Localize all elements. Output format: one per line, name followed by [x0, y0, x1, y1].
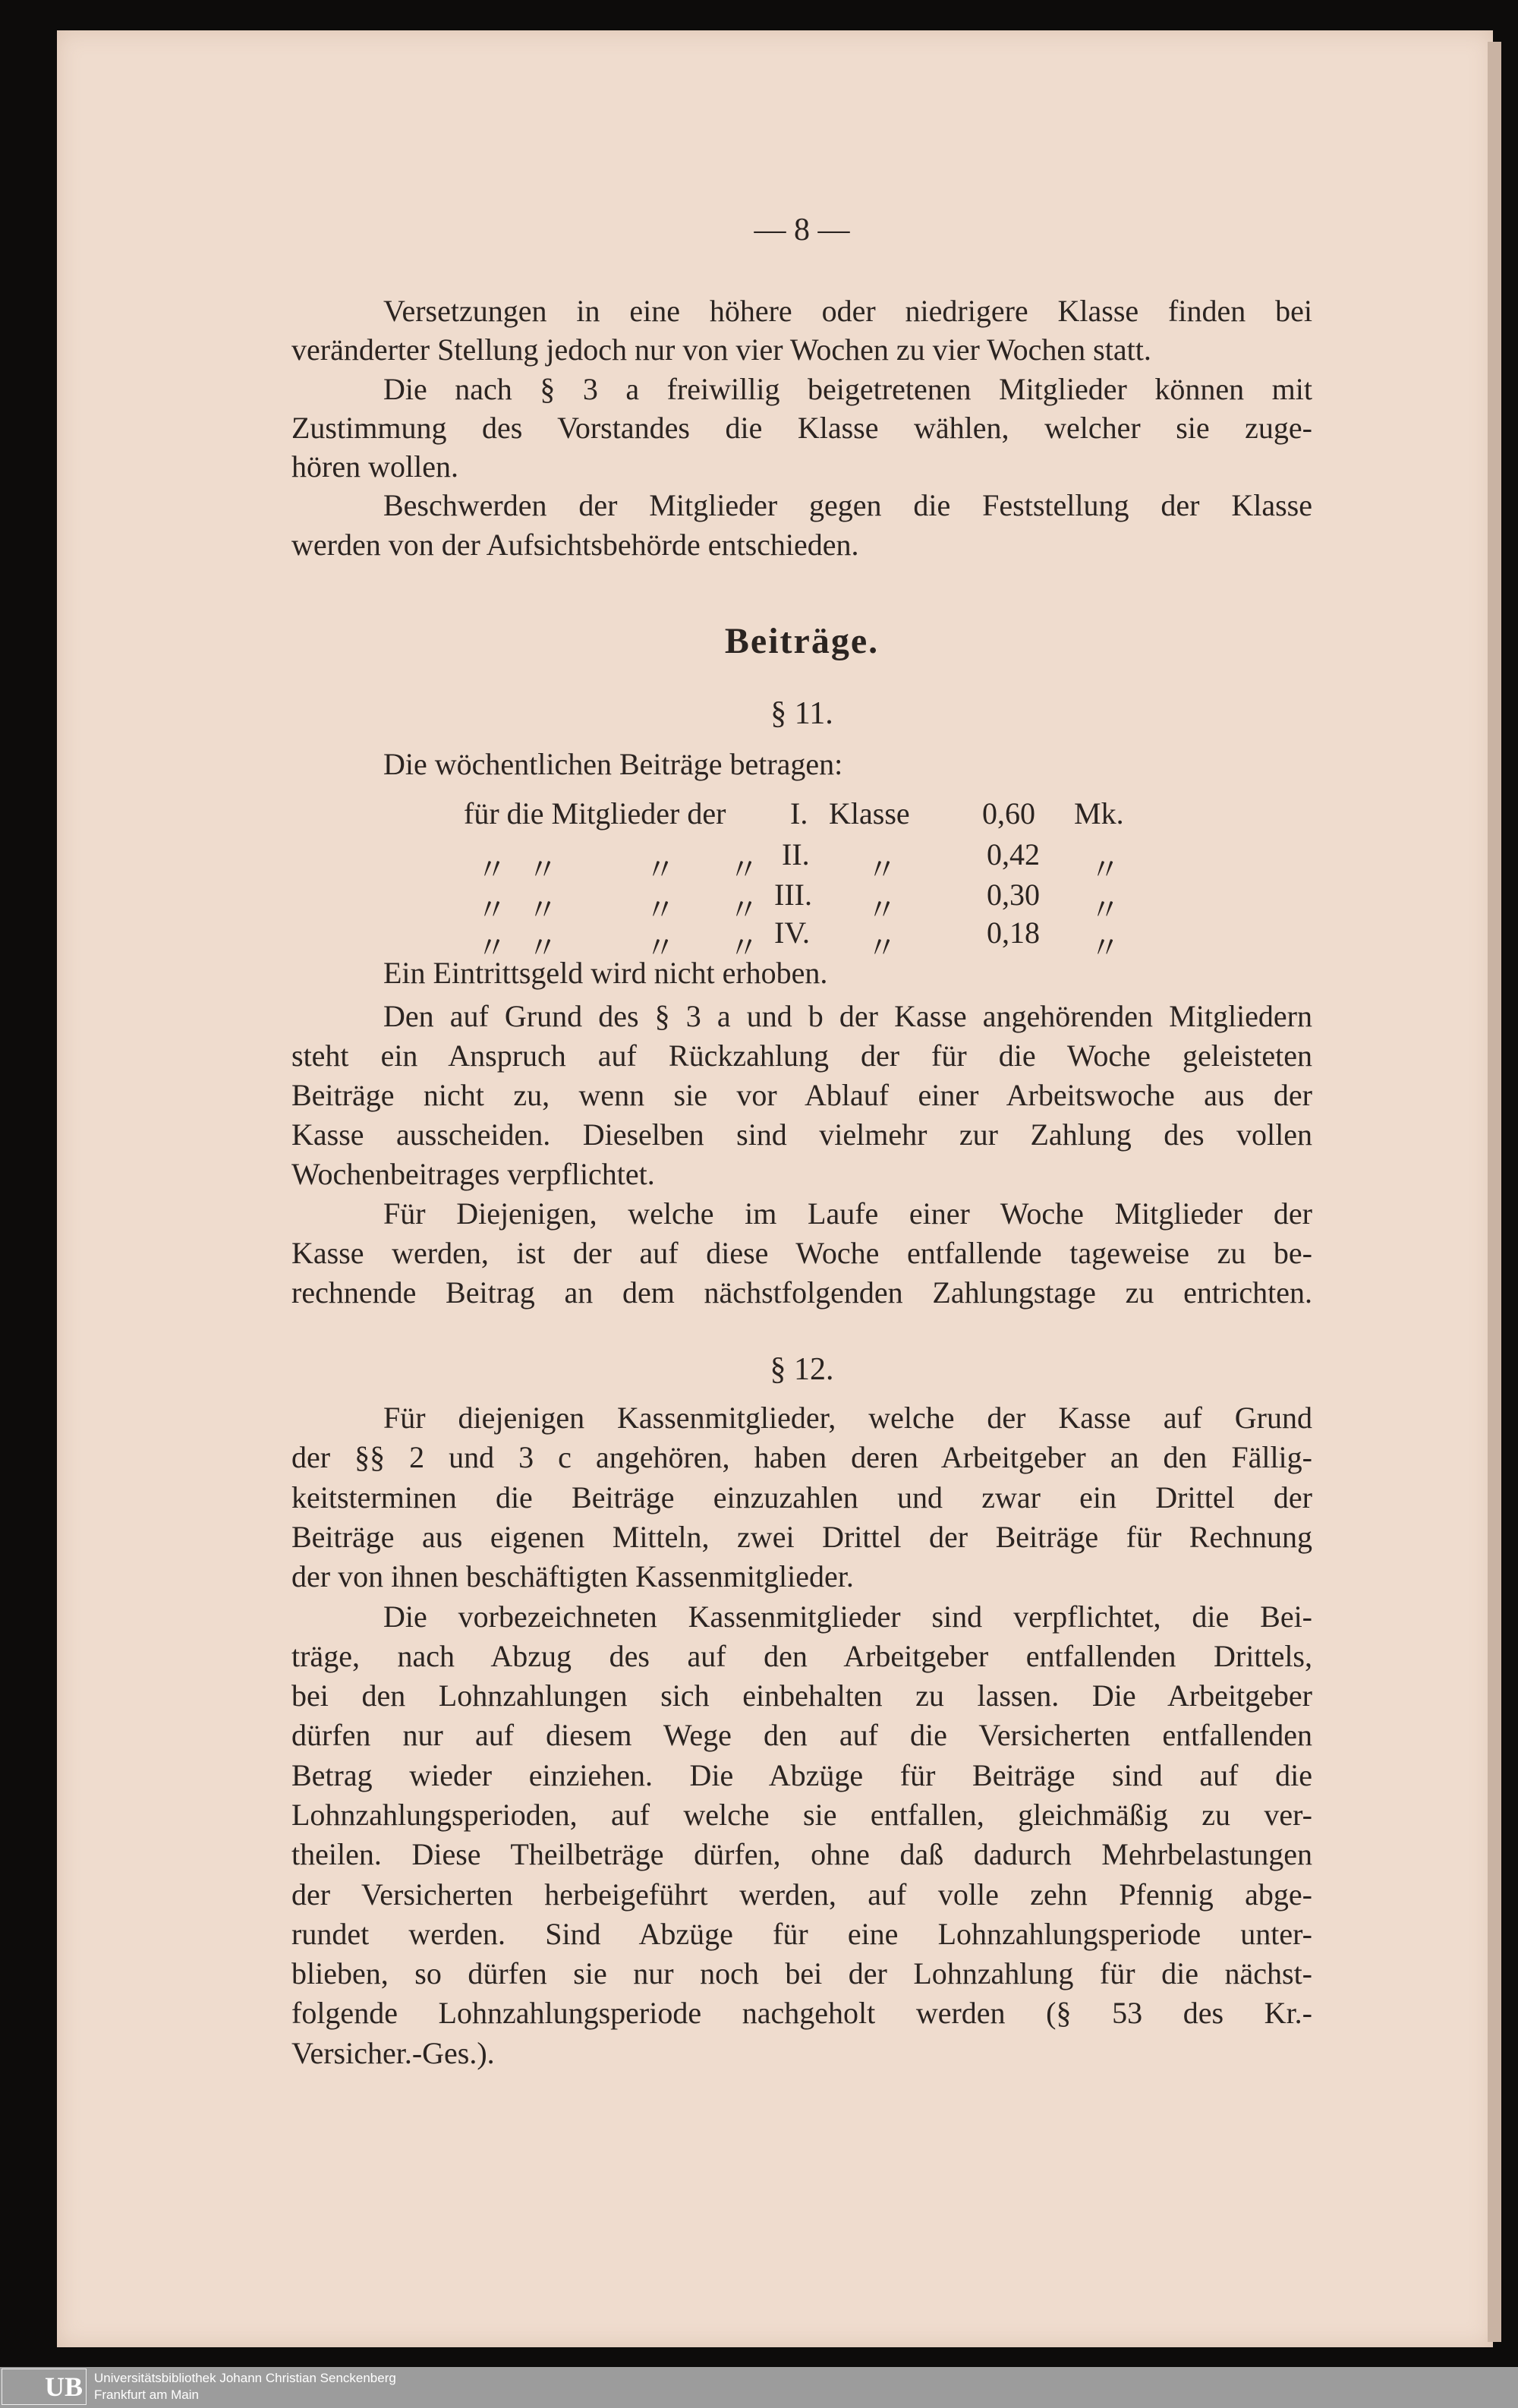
table-amount: 0,60: [982, 796, 1035, 831]
text-line: Beiträge nicht zu, wenn sie vor Ablauf einer Arbeitswoche aus der: [291, 1078, 1312, 1112]
text-line: keitsterminen die Beiträge einzuzahlen und zwar ein Drittel der: [291, 1480, 1312, 1514]
ditto-mark: 〃: [477, 931, 507, 965]
library-location: Frankfurt am Main: [94, 2388, 199, 2402]
text-line: Die wöchentlichen Beiträge betragen:: [383, 747, 843, 781]
ditto-mark: 〃: [477, 853, 507, 887]
ditto-mark: 〃: [729, 853, 759, 887]
text-line: der §§ 2 und 3 c angehören, haben deren Arbeitgeber an den Fällig-: [291, 1440, 1312, 1474]
text-line: bei den Lohnzahlungen sich einbehalten zu lassen. Die Arbeitgeber: [291, 1678, 1312, 1713]
ditto-mark: 〃: [867, 853, 897, 887]
text-line: dürfen nur auf diesem Wege den auf die Versicherten entfallenden: [291, 1718, 1312, 1752]
table-class-word: Klasse: [829, 796, 910, 831]
text-line: rundet werden. Sind Abzüge für eine Lohnzahlungsperiode unter-: [291, 1917, 1312, 1951]
text-line: veränderter Stellung jedoch nur von vier Wochen zu vier Wochen statt.: [291, 333, 1151, 367]
text-line: Die nach § 3 a freiwillig beigetretenen Mitglieder können mit: [383, 372, 1312, 406]
ditto-mark: 〃: [729, 931, 759, 965]
text-line: Den auf Grund des § 3 a und b der Kasse angehörenden Mitgliedern: [383, 999, 1312, 1033]
ditto-mark: 〃: [528, 931, 558, 965]
table-class: I.: [790, 796, 808, 831]
text-line: Wochenbeitrages verpflichtet.: [291, 1157, 655, 1191]
table-prefix: für die Mitglieder der: [464, 796, 726, 831]
text-line: Kasse werden, ist der auf diese Woche entfallende tageweise zu be-: [291, 1236, 1312, 1270]
text-line: theilen. Diese Theilbeträge dürfen, ohne daß dadurch Mehrbelastungen: [291, 1837, 1312, 1871]
text-line: der von ihnen beschäftigten Kassenmitglieder.: [291, 1559, 854, 1593]
ditto-mark: 〃: [729, 893, 759, 927]
ditto-mark: 〃: [1090, 853, 1120, 887]
text-line: Kasse ausscheiden. Dieselben sind vielmehr zur Zahlung des vollen: [291, 1117, 1312, 1152]
text-line: Lohnzahlungsperioden, auf welche sie entfallen, gleichmäßig zu ver-: [291, 1798, 1312, 1832]
text-line: werden von der Aufsichtsbehörde entschieden.: [291, 528, 859, 562]
text-line: träge, nach Abzug des auf den Arbeitgeber entfallenden Drittels,: [291, 1639, 1312, 1673]
table-amount: 0,18: [987, 916, 1040, 950]
ditto-mark: 〃: [528, 853, 558, 887]
ditto-mark: 〃: [645, 893, 676, 927]
library-footer: [0, 2367, 1518, 2408]
text-line: hören wollen.: [291, 449, 458, 484]
ditto-mark: 〃: [867, 931, 897, 965]
text-line: rechnende Beitrag an dem nächstfolgenden Zahlungstage zu entrichten.: [291, 1275, 1312, 1310]
text-line: Für Diejenigen, welche im Laufe einer Woche Mitglieder der: [383, 1196, 1312, 1231]
ditto-mark: 〃: [1090, 893, 1120, 927]
page-edge: [1488, 42, 1501, 2342]
text-line: Versicher.-Ges.).: [291, 2036, 495, 2070]
ditto-mark: 〃: [645, 853, 676, 887]
table-amount: 0,30: [987, 878, 1040, 912]
ditto-mark: 〃: [867, 893, 897, 927]
text-line: Für diejenigen Kassenmitglieder, welche der Kasse auf Grund: [383, 1401, 1312, 1435]
paragraph-number-12: § 12.: [770, 1352, 834, 1387]
library-name: Universitätsbibliothek Johann Christian Senckenberg: [94, 2371, 396, 2385]
logo-text: UB: [44, 2372, 83, 2402]
table-amount: 0,42: [987, 837, 1040, 871]
text-line: Beiträge aus eigenen Mitteln, zwei Drittel der Beiträge für Rechnung: [291, 1520, 1312, 1554]
table-class: IV.: [774, 916, 811, 950]
ditto-mark: 〃: [477, 893, 507, 927]
table-class: III.: [774, 878, 812, 912]
page-number: — 8 —: [754, 213, 850, 247]
paragraph-number-11: § 11.: [770, 696, 833, 731]
text-line: der Versicherten herbeigeführt werden, auf volle zehn Pfennig abge-: [291, 1877, 1312, 1912]
section-heading: Beiträge.: [724, 621, 880, 661]
text-line: Die vorbezeichneten Kassenmitglieder sind verpflichtet, die Bei-: [383, 1600, 1312, 1634]
text-line: steht ein Anspruch auf Rückzahlung der für die Woche geleisteten: [291, 1039, 1312, 1073]
text-line: Beschwerden der Mitglieder gegen die Feststellung der Klasse: [383, 488, 1312, 522]
ditto-mark: 〃: [528, 893, 558, 927]
library-logo: [2, 2369, 87, 2405]
text-line: folgende Lohnzahlungsperiode nachgeholt werden (§ 53 des Kr.-: [291, 1996, 1312, 2030]
text-line: blieben, so dürfen sie nur noch bei der Lohnzahlung für die nächst-: [291, 1956, 1312, 1990]
ditto-mark: 〃: [1090, 931, 1120, 965]
table-class: II.: [782, 837, 810, 871]
text-line: Betrag wieder einziehen. Die Abzüge für Beiträge sind auf die: [291, 1758, 1312, 1792]
text-line: Versetzungen in eine höhere oder niedrigere Klasse finden bei: [383, 294, 1312, 328]
text-line: Zustimmung des Vorstandes die Klasse wählen, welcher sie zuge-: [291, 411, 1312, 445]
table-unit: Mk.: [1074, 796, 1124, 831]
text-line: Ein Eintrittsgeld wird nicht erhoben.: [383, 956, 828, 990]
ditto-mark: 〃: [645, 931, 676, 965]
